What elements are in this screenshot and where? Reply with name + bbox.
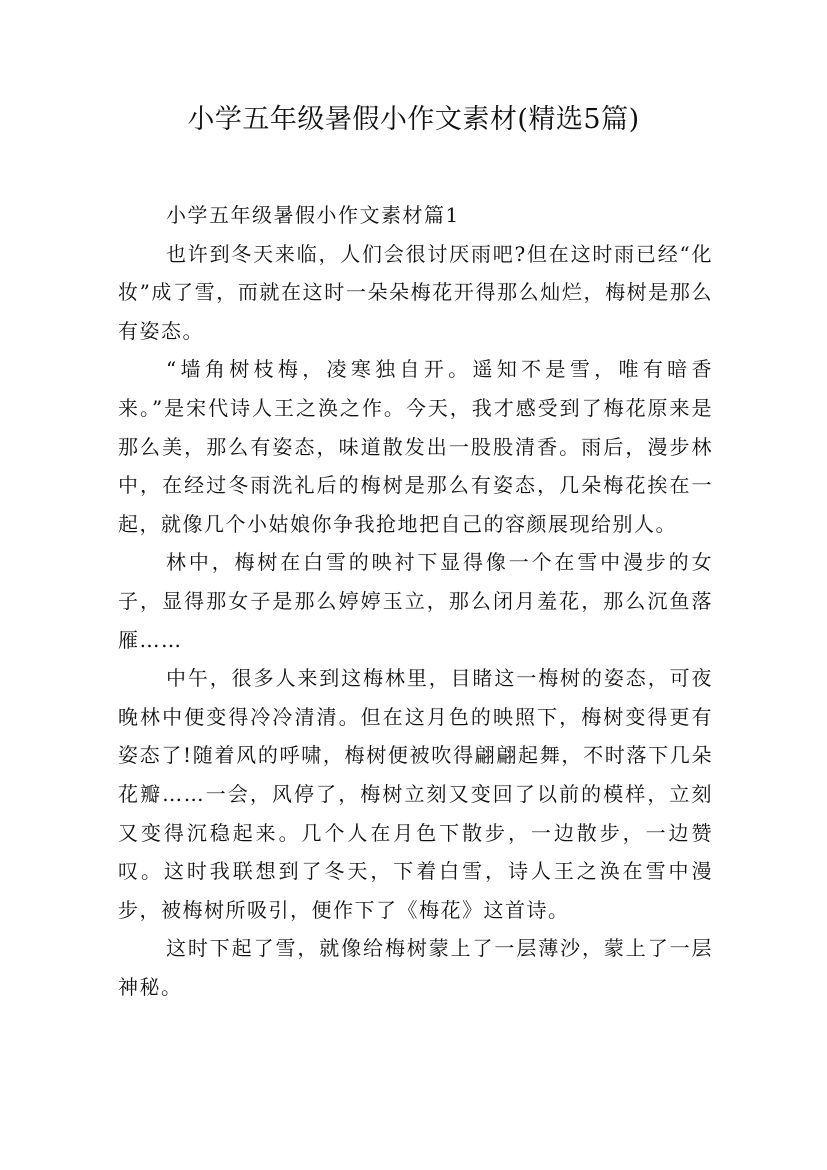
- section-heading: 小学五年级暑假小作文素材篇1: [166, 203, 460, 227]
- paragraph-4: 中午，很多人来到这梅林里，目睹这一梅树的姿态，可夜晚林中便变得冷冷清清。但在这月色的映照下，梅树变得更有姿态了!随着风的呼啸，梅树便被吹得翩翩起舞，不时落下几朵花瓣……一会，风停了，梅树立刻又变回了以前的模样，立刻又变得沉稳起来。几个人在月色下散步，一边散步，一边赞叹。这时我联想到了冬天，下着白雪，诗人王之涣在雪中漫步，被梅树所吸引，便作下了《梅花》这首诗。: [118, 666, 713, 922]
- paragraph-2: “墙角树枝梅，凌寒独自开。遥知不是雪，唯有暗香来。”是宋代诗人王之涣之作。今天，我才感受到了梅花原来是那么美，那么有姿态，味道散发出一股股清香。雨后，漫步林中，在经过冬雨洗礼后的梅树是那么有姿态，几朵梅花挨在一起，就像几个小姑娘你争我抢地把自己的容颜展现给别人。: [118, 357, 713, 536]
- document-title: 小学五年级暑假小作文素材(精选5篇): [187, 104, 640, 135]
- paragraph-5: 这时下起了雪，就像给梅树蒙上了一层薄沙，蒙上了一层神秘。: [118, 936, 713, 999]
- paragraph-1: 也许到冬天来临，人们会很讨厌雨吧?但在这时雨已经“化妆”成了雪，而就在这时一朵朵梅花开得那么灿烂，梅树是那么有姿态。: [118, 241, 713, 343]
- document-body: [118, 196, 713, 1006]
- paragraph-3: 林中，梅树在白雪的映衬下显得像一个在雪中漫步的女子，显得那女子是那么婷婷玉立，那么闭月羞花，那么沉鱼落雁……: [118, 550, 713, 652]
